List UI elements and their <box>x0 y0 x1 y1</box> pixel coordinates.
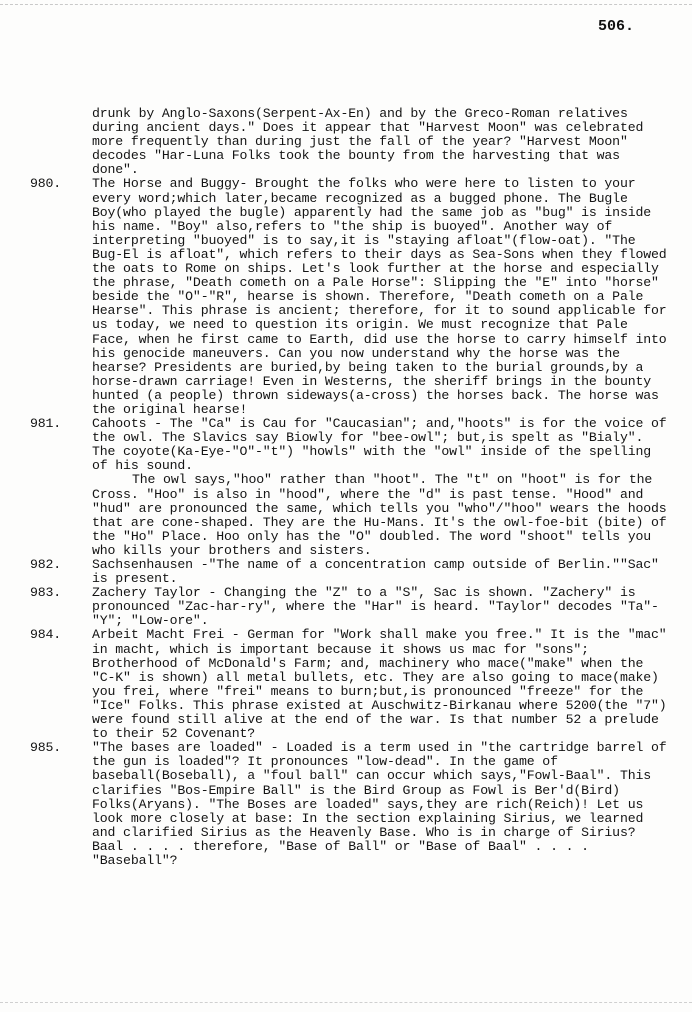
entry-text: Arbeit Macht Frei - German for "Work shall make you free." It is the "mac" in macht, which is important because it shows us mac for "sons"; Brotherhood of McDonald's Farm; and, machinery who mace("make" when the "C-K" is shown) all metal bullets, etc. They are also going to mace(make) you frei, where "frei" means to burn;but,is pronounced "freeze" for the "Ice" Folks. This phrase existed at Auschwitz-Birkanau where 5200(the "7") were found still alive at the end of the war. Is that number 52 a prelude to their 52 Covenant? <box>92 627 667 742</box>
entry-text: Cahoots - The "Ca" is Cau for "Caucasian"; and,"hoots" is for the voice of the owl. The Slavics say Biowly for "bee-owl"; but,is spelt as "Bialy". The coyote(Ka-Eye-"O"-"t") "howls" with the "owl" inside of the spelling of his sound. <box>92 416 667 474</box>
entry-text: Zachery Taylor - Changing the "Z" to a "S", Sac is shown. "Zachery" is pronounced "Zac-har-ry", where the "Har" is heard. "Taylor" decodes "Ta"-"Y"; "Low-ore". <box>92 585 659 629</box>
entry-983 <box>30 586 670 628</box>
page-number: 506. <box>597 18 634 35</box>
entry-984 <box>30 628 670 741</box>
entry-number: 985. <box>30 740 62 756</box>
entry-980 <box>30 177 670 417</box>
entry-text: Sachsenhausen -"The name of a concentration camp outside of Berlin.""Sac" is present. <box>92 557 659 587</box>
entry-981-continuation: The owl says,"hoo" rather than "hoot". The "t" on "hoot" is for the Cross. "Hoo" is also in "hood", where the "d" is past tense. "Hood" and "hud" are pronounced the same, which tells you "who"/"hoo" wears the hoods that are cone-shaped. They are the Hu-Mans. It's the owl-foe-bit (bite) of the "Ho" Place. Hoo only has the "O" doubled. The word "shoot" tells you who kills your brothers and sisters. <box>92 472 667 558</box>
intro-paragraph: drunk by Anglo-Saxons(Serpent-Ax-En) and by the Greco-Roman relatives during ancient days." Does it appear that "Harvest Moon" was celebrated more frequently than during just the fall of the year? "Harvest Moon" decodes "Har-Luna Folks took the bounty from the harvesting that was done". <box>92 106 644 178</box>
body-text <box>30 107 670 868</box>
entry-text: "The bases are loaded" - Loaded is a term used in "the cartridge barrel of the gun is loaded"? It pronounces "low-dead". In the game of baseball(Boseball), a "foul ball" can occur which says,"Fowl-Baal". This clarifies "Bos-Empire Ball" is the Bird Group as Fowl is Ber'd(Bird) Folks(Aryans). "The Boses are loaded" says,they are rich(Reich)! Let us look more closely at base: In the section explaining Sirius, we learned and clarified Sirius as the Heavenly Base. Who is in charge of Sirius? Baal . . . . therefore, "Base of Ball" or "Base of Baal" . . . . "Baseball"? <box>92 740 667 868</box>
scan-top-edge <box>0 4 692 6</box>
entry-text: The Horse and Buggy- Brought the folks who were here to listen to your every word;which later,became recognized as a bugged phone. The Bugle Boy(who played the bugle) apparently had the same job as "bug" is inside his name. "Boy" also,refers to "the ship is buoyed". Another way of interpreting "buoyed" is to say,it is "staying afloat"(flow-oat). "The Bug-El is afloat", which refers to their days as Sea-Sons when they flowed the oats to Rome on ships. Let's look further at the horse and especially the phrase, "Death cometh on a Pale Horse": Slipping the "E" into "horse" beside the "O"-"R", hearse is shown. Therefore, "Death cometh on a Pale Hearse". This phrase is ancient; therefore, for it to sound applicable for us today, we need to question its origin. We must recognize that Pale Face, when he first came to Earth, did use the horse to carry himself into his genocide maneuvers. Can you now understand why the horse was the hearse? Presidents are buried,by being taken to the burial grounds,by a horse-drawn carriage! Even in Westerns, the sheriff brings in the bounty hunted (a people) thrown sideways(a-cross) the horses back. The horse was the original hearse! <box>92 176 667 417</box>
entry-982 <box>30 558 670 586</box>
entry-number: 981. <box>30 416 62 432</box>
entry-number: 980. <box>30 176 62 192</box>
entry-number: 984. <box>30 627 62 643</box>
scan-bottom-edge <box>0 1002 692 1004</box>
entry-number: 982. <box>30 557 62 572</box>
entry-number: 983. <box>30 585 62 601</box>
entry-981 <box>30 417 670 558</box>
entry-985 <box>30 741 670 868</box>
